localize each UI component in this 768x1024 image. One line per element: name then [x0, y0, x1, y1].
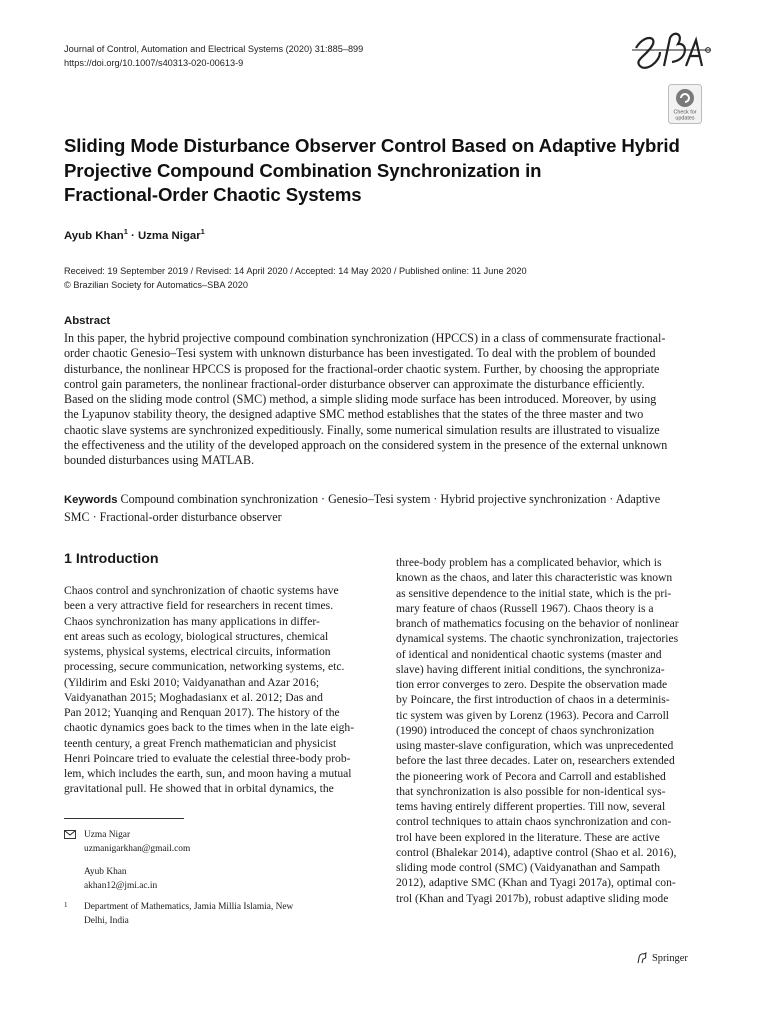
check-updates-line1: Check for — [673, 109, 697, 116]
abstract-line: the Lyapunov stability theory, the designed adaptive SMC method establishes that the states of the three master and two — [64, 407, 644, 422]
body-line: Pan 2012; Yuanqing and Renquan 2017). The history of the — [64, 706, 340, 719]
body-line: three-body problem has a complicated behavior, which is — [396, 556, 662, 569]
abstract-line: chaotic slave systems are synchronized expeditiously. Finally, some numerical simulation results are illustrated to visualize — [64, 422, 660, 437]
body-line: before the last three decades. Later on, researchers extended — [396, 754, 675, 768]
body-line: been a very attractive field for researchers in recent times. — [64, 599, 334, 613]
body-line: the pioneering work of Pecora and Carroll and established — [396, 769, 666, 783]
body-line: processing, secure communication, networking systems, etc. — [64, 660, 345, 674]
check-for-updates-badge[interactable] — [668, 84, 702, 124]
journal-header — [64, 42, 363, 70]
body-line: gravitational pull. He showed that in orbital dynamics, the — [64, 782, 334, 796]
coauthor-email[interactable]: akhan12@jmi.ac.in — [84, 881, 158, 891]
author-name[interactable]: Uzma Nigar — [138, 229, 201, 242]
envelope-icon — [64, 830, 76, 839]
author-separator: · — [127, 229, 138, 242]
corresponding-author-name: Uzma Nigar — [84, 830, 131, 840]
body-line: ent areas such as ecology, biological structures, chemical — [64, 629, 329, 643]
title-line: Fractional-Order Chaotic Systems — [64, 184, 362, 206]
intro-right-column — [396, 555, 704, 906]
sba-logo — [630, 26, 712, 76]
abstract-line: order chaotic Genesio–Tesi system with unknown disturbance has been investigated. To deal with the problem of bounded — [64, 346, 656, 361]
body-line: trol (Khan and Tyagi 2017b), robust adaptive sliding mode — [396, 891, 669, 905]
body-line: control (Bhalekar 2014), adaptive control (Shao et al. 2016), — [396, 845, 677, 859]
body-line: teenth century, a great French mathematician and physicist — [64, 736, 337, 750]
abstract-line: control gain parameters, the nonlinear fractional-order disturbance observer can approximate the disturbance efficiently. — [64, 376, 645, 391]
keywords-line: Compound combination synchronization · Genesio–Tesi system · Hybrid projective synchronization · Adaptive — [120, 492, 661, 506]
body-line: (Yildirim and Eski 2010; Vaidyanathan and Azar 2016; — [64, 675, 320, 689]
body-line: as sensitive dependence to the initial state, which is the pri- — [396, 586, 672, 600]
copyright-line: © Brazilian Society for Automatics–SBA 2020 — [64, 279, 248, 290]
body-line: slave) having different initial conditions, the synchroniza- — [396, 662, 665, 676]
affiliation-line: Department of Mathematics, Jamia Millia Islamia, New — [84, 902, 294, 912]
footnote-rule — [64, 818, 184, 819]
abstract-line: Based on the sliding mode control (SMC) method, a simple sliding mode surface has been introduced. Moreover, by using — [64, 392, 657, 406]
body-line: tion error converges to zero. Despite the observation made — [396, 678, 668, 691]
corresponding-author-email[interactable]: uzmanigarkhan@gmail.com — [84, 844, 191, 854]
intro-left-column — [64, 583, 372, 797]
abstract-line: disturbance, the nonlinear HPCCS is proposed for the fractional-order chaotic system. Further, by choosing the appropriate — [64, 361, 660, 376]
body-line: Chaos synchronization has many applications in differ- — [64, 614, 320, 628]
publication-dates — [64, 265, 527, 292]
keywords-line: SMC · Fractional-order disturbance observer — [64, 510, 282, 524]
author-affiliation-mark: 1 — [200, 227, 205, 236]
body-line: tems having entirely different properties. Till now, several — [396, 800, 666, 813]
body-line: sliding mode control (SMC) (Vaidyanathan and Sampath — [396, 861, 661, 874]
author-list — [64, 227, 205, 242]
abstract-line: the effectiveness and the utility of the developed approach on the considered system in the presence of the external unknown — [64, 437, 668, 452]
body-line: branch of mathematics focusing on the behavior of nonlinear — [396, 617, 679, 630]
correspondence-block — [64, 828, 190, 893]
body-line: Chaos control and synchronization of chaotic systems have — [64, 584, 339, 597]
body-line: tic system was given by Lorenz (1963). Pecora and Carroll — [396, 708, 670, 722]
author-affiliation-mark: 1 — [123, 227, 128, 236]
check-updates-line2: updates — [675, 115, 695, 122]
dates-line: Received: 19 September 2019 / Revised: 14 April 2020 / Accepted: 14 May 2020 / Published online: 11 June 2020 — [64, 266, 527, 276]
body-line: (1990) introduced the concept of chaos synchronization — [396, 723, 655, 737]
paper-title — [64, 134, 684, 208]
body-line: chaotic dynamics goes back to the times when in the late eigh- — [64, 721, 355, 735]
body-line: dynamical systems. The chaotic synchronization, trajectories — [396, 632, 679, 646]
journal-citation: Journal of Control, Automation and Electrical Systems (2020) 31:885–899 — [64, 44, 364, 54]
body-line: of identical and nonidentical chaotic systems (master and — [396, 647, 662, 661]
affiliation-number: 1 — [64, 901, 68, 909]
body-line: systems, physical systems, electrical circuits, information — [64, 645, 331, 658]
springer-horse-icon — [636, 952, 648, 964]
body-line: mary feature of chaos (Russell 1967). Chaos theory is a — [396, 601, 654, 615]
body-line: that synchronization is also possible for non-identical sys- — [396, 784, 666, 798]
title-line: Sliding Mode Disturbance Observer Control Based on Adaptive Hybrid — [64, 135, 680, 156]
body-line: Henri Poincare tried to evaluate the celestial three-body prob- — [64, 751, 351, 765]
author-name[interactable]: Ayub Khan — [64, 229, 124, 242]
body-line: control techniques to attain chaos synchronization and con- — [396, 815, 672, 829]
body-line: trol have been explored in the literature. These are active — [396, 830, 660, 844]
body-line: 2012), adaptive SMC (Khan and Tyagi 2017a), optimal con- — [396, 876, 676, 890]
doi-link[interactable]: https://doi.org/10.1007/s40313-020-00613-9 — [64, 58, 244, 68]
body-line: using master-slave configuration, which was unprecedented — [396, 739, 674, 752]
abstract-line: bounded disturbances using MATLAB. — [64, 453, 255, 467]
coauthor-name: Ayub Khan — [84, 867, 127, 877]
body-line: known as the chaos, and later this characteristic was known — [396, 571, 673, 585]
keywords-label: Keywords — [64, 494, 118, 506]
affiliation-line: Delhi, India — [84, 916, 129, 926]
publisher-mark — [636, 952, 688, 964]
abstract-line: In this paper, the hybrid projective compound combination synchronization (HPCCS) in a class of commensurate fractional- — [64, 331, 666, 345]
keywords-block — [64, 491, 704, 526]
body-line: by Poincare, the first introduction of chaos in a determinis- — [396, 693, 670, 707]
body-line: lem, which includes the earth, sun, and moon having a mutual — [64, 767, 352, 780]
section-heading-introduction: 1 Introduction — [64, 551, 159, 567]
title-line: Projective Compound Combination Synchronization in — [64, 159, 542, 181]
abstract-body — [64, 331, 702, 468]
abstract-heading: Abstract — [64, 315, 111, 327]
body-line: Vaidyanathan 2015; Moghadasianx et al. 2012; Das and — [64, 690, 323, 704]
publisher-name: Springer — [652, 952, 688, 964]
affiliation-footnote — [64, 900, 354, 928]
